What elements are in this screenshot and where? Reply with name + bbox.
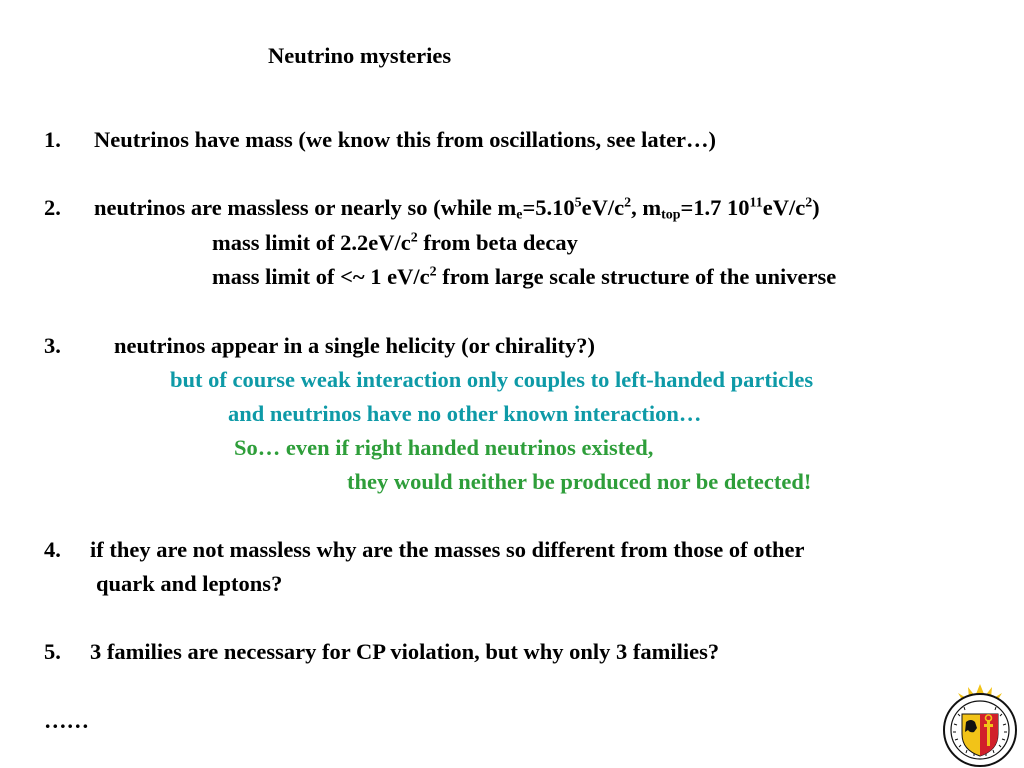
lss-limit-post: from large scale structure of the universe [436,264,837,289]
electron-mass-value: =5.10 [522,195,575,220]
lss-limit-exponent: 2 [429,264,437,280]
item-2-close-paren: ) [812,195,820,220]
unit-1: eV/c [581,195,625,220]
seal-key [987,720,990,746]
beta-limit-text: mass limit of 2.2eV/c [212,230,411,255]
exponent-5: 5 [574,195,582,211]
item-3-number: 3. [44,333,61,358]
unit-2: eV/c [762,195,806,220]
item-1-number: 1. [44,127,61,152]
exponent-2a: 2 [624,195,632,211]
item-2-line-2 [212,230,578,256]
lss-limit-text: mass limit of <~ 1 eV/c [212,264,430,289]
exponent-11: 11 [749,195,763,211]
exponent-2b: 2 [805,195,813,211]
item-2-line-1 [94,195,820,221]
item-1-text: Neutrinos have mass (we know this from oscillations, see later…) [94,127,717,152]
item-4-line-2: quark and leptons? [96,571,283,596]
item-4-line-1: if they are not massless why are the masses so different from those of other [90,537,805,562]
beta-limit-exponent: 2 [410,230,418,246]
item-3-text: neutrinos appear in a single helicity (or chirality?) [114,333,596,358]
electron-subscript: e [516,207,523,223]
university-seal-icon [940,684,1020,768]
item-2-text-pre: neutrinos are massless or nearly so (while m [94,195,517,220]
item-5-text: 3 families are necessary for CP violation, but why only 3 families? [90,639,720,664]
item-2-text-mid: , m [631,195,662,220]
item-3-teal-line-2: and neutrinos have no other known interaction… [228,401,702,426]
beta-limit-post: from beta decay [417,230,578,255]
item-3-green-line-2: they would neither be produced nor be detected! [347,469,812,494]
slide-title: Neutrino mysteries [268,43,452,68]
item-3-teal-line-1: but of course weak interaction only couples to left-handed particles [170,367,814,392]
top-subscript: top [661,207,681,223]
item-4-number: 4. [44,537,61,562]
item-3-green-line-1: So… even if right handed neutrinos existed, [234,435,654,460]
item-2-number: 2. [44,195,61,220]
ellipsis: …… [44,708,89,733]
item-2-line-3 [212,264,836,290]
item-5-number: 5. [44,639,61,664]
top-mass-value: =1.7 10 [680,195,750,220]
